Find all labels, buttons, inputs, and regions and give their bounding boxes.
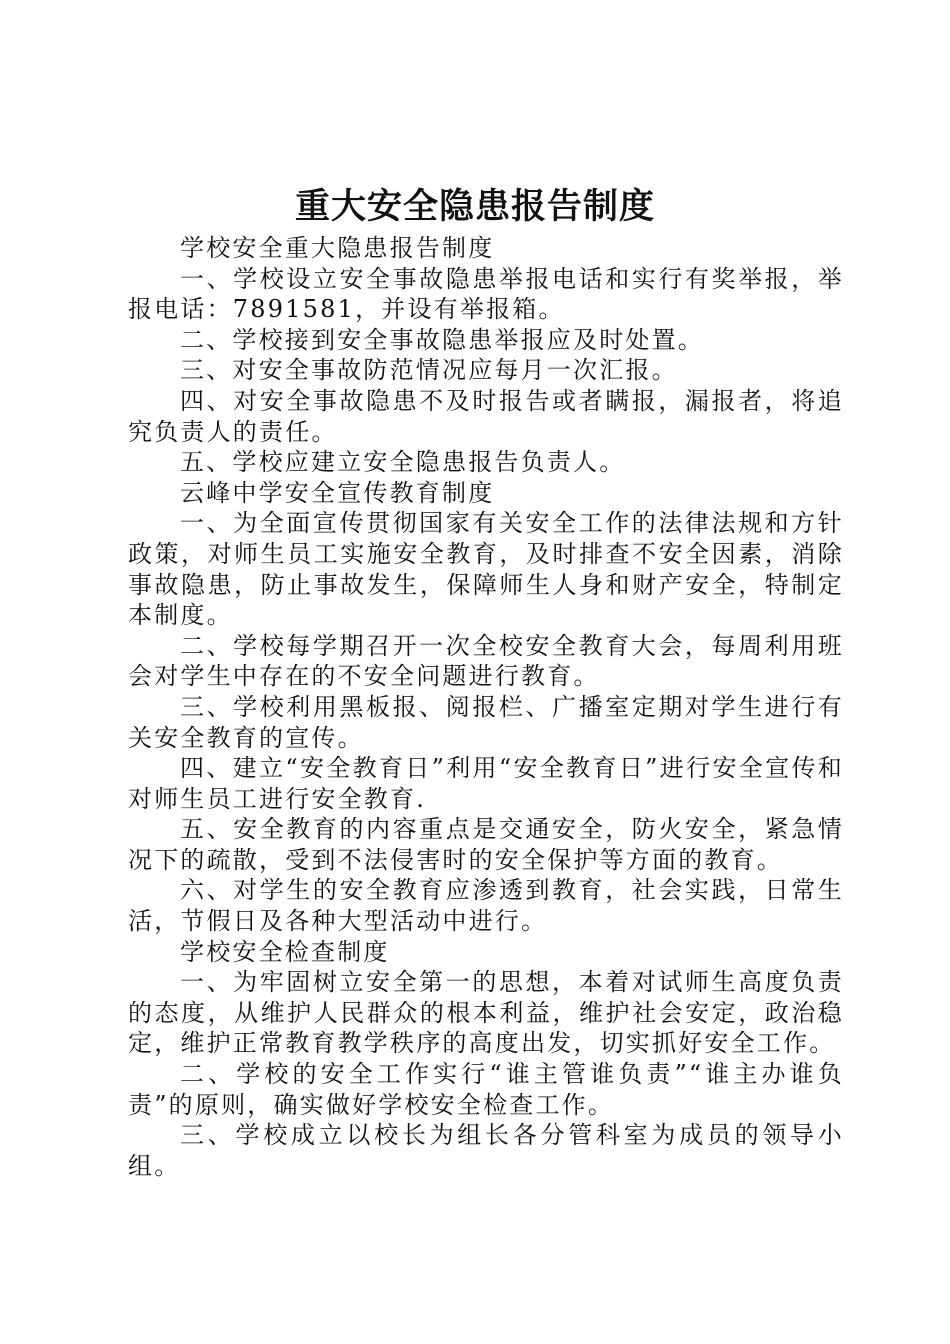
document-body bbox=[128, 233, 844, 1181]
paragraph: 二、学校每学期召开一次全校安全教育大会，每周利用班会对学生中存在的不安全问题进行教育。 bbox=[128, 631, 844, 691]
paragraph-heading-inspection-system: 学校安全检查制度 bbox=[180, 937, 390, 966]
paragraph: 一、为牢固树立安全第一的思想，本着对试师生高度负责的态度，从维护人民群众的根本利益，维护社会安定，政治稳定，维护正常教育教学秩序的高度出发，切实抓好安全工作。 bbox=[128, 968, 844, 1058]
paragraph-heading-education-system: 云峰中学安全宣传教育制度 bbox=[180, 478, 495, 507]
paragraph: 一、为全面宣传贯彻国家有关安全工作的法律法规和方针政策，对师生员工实施安全教育，及时排查不安全因素，消除事故隐患，防止事故发生，保障师生人身和财产安全，特制定本制度。 bbox=[128, 509, 844, 630]
document-title: 重大安全隐患报告制度 bbox=[294, 186, 655, 227]
paragraph: 二、学校的安全工作实行“谁主管谁负责”“谁主办谁负责”的原则，确实做好学校安全检查工作。 bbox=[128, 1060, 844, 1119]
paragraph: 二、学校接到安全事故隐患举报应及时处置。 bbox=[180, 325, 704, 354]
paragraph: 五、安全教育的内容重点是交通安全，防火安全，紧急情况下的疏散，受到不法侵害时的安全保护等方面的教育。 bbox=[128, 815, 844, 874]
paragraph: 四、建立“安全教育日”利用“安全教育日”进行安全宣传和对师生员工进行安全教育. bbox=[128, 754, 844, 813]
paragraph: 四、对安全事故隐患不及时报告或者瞒报，漏报者，将追究负责人的责任。 bbox=[128, 386, 844, 446]
paragraph: 三、对安全事故防范情况应每月一次汇报。 bbox=[180, 356, 678, 385]
paragraph: 三、学校成立以校长为组长各分管科室为成员的领导小组。 bbox=[128, 1121, 844, 1180]
paragraph: 三、学校利用黑板报、阅报栏、广播室定期对学生进行有关安全教育的宣传。 bbox=[128, 692, 844, 752]
paragraph: 一、学校设立安全事故隐患举报电话和实行有奖举报，举报电话：7891581，并设有举报箱。 bbox=[128, 264, 844, 324]
paragraph: 五、学校应建立安全隐患报告负责人。 bbox=[180, 448, 626, 477]
paragraph: 六、对学生的安全教育应渗透到教育，社会实践，日常生活，节假日及各种大型活动中进行。 bbox=[128, 876, 844, 936]
paragraph-heading-report-system: 学校安全重大隐患报告制度 bbox=[180, 234, 495, 262]
